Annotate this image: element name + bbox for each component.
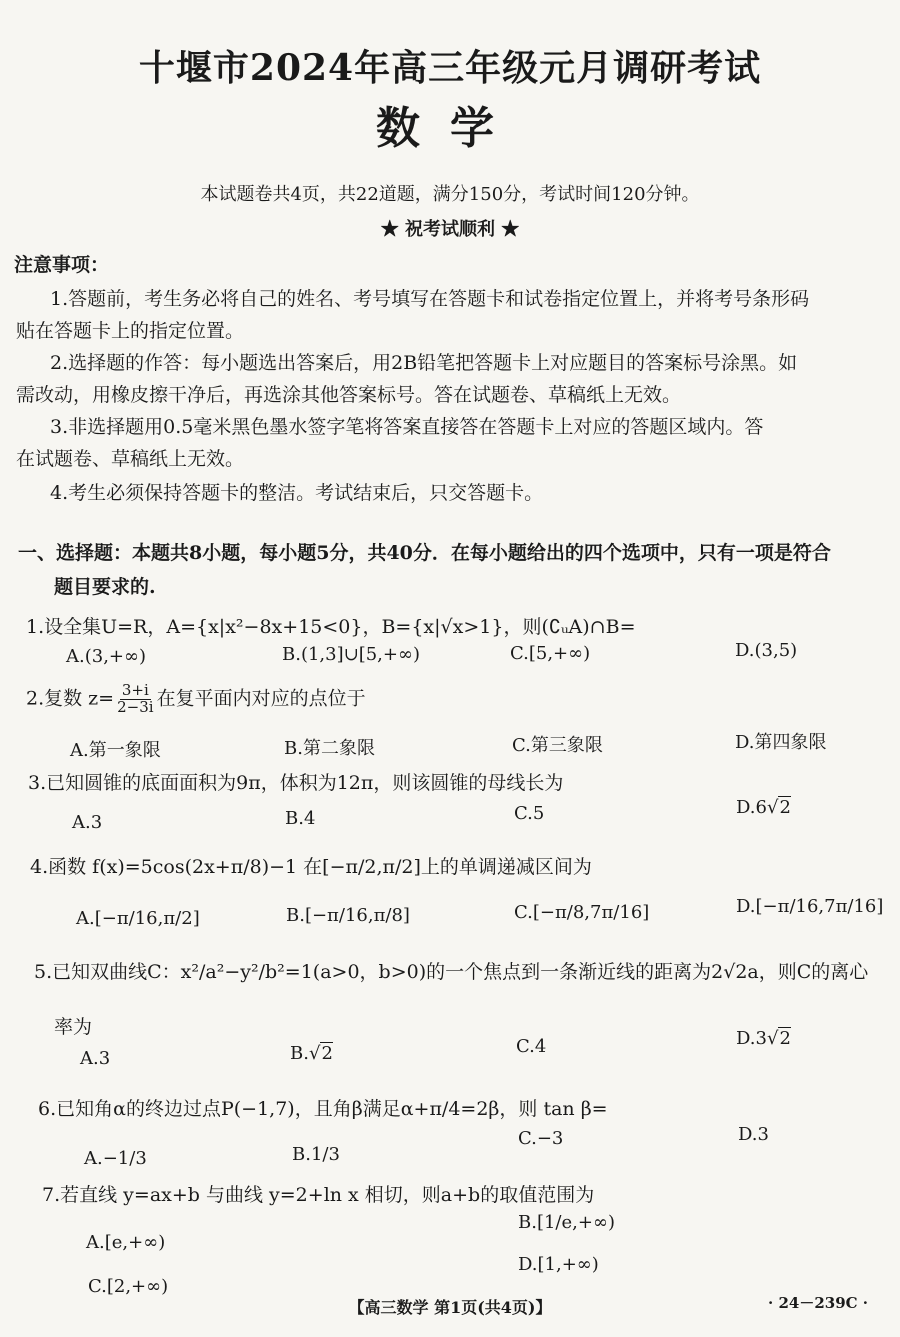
question-4-stem: 4.函数 f(x)=5cos(2x+π/8)−1 在[−π/2,π/2]上的单调递减区间为: [30, 856, 592, 878]
question-2-stem-post: 在复平面内对应的点位于: [156, 687, 366, 710]
question-1-option-c: C.[5,+∞): [510, 643, 591, 664]
question-1-option-a: A.(3,+∞): [66, 646, 147, 667]
question-6-option-a: A.−1/3: [84, 1148, 147, 1169]
radicand: 2: [321, 1043, 333, 1064]
option-b-prefix: B.: [290, 1043, 309, 1064]
question-7-option-d: D.[1,+∞): [518, 1254, 599, 1275]
question-2-option-c: C.第三象限: [512, 735, 603, 756]
question-5-option-a: A.3: [80, 1048, 111, 1069]
question-6-option-b: B.1/3: [292, 1144, 340, 1165]
paper-code: · 24－239C ·: [768, 1294, 869, 1312]
question-3-option-d: D.6√2: [736, 797, 791, 818]
page-footer: 【高三数学 第1页(共4页)】: [348, 1298, 552, 1317]
option-d-prefix: D.3: [736, 1028, 767, 1049]
fraction-numerator: 3+i: [121, 681, 149, 699]
question-4-option-d: D.[−π/16,7π/16]: [736, 896, 884, 917]
note-2-line-1: 2.选择题的作答：每小题选出答案后，用2B铅笔把答题卡上对应题目的答案标号涂黑。如: [50, 352, 798, 374]
question-3-option-b: B.4: [285, 808, 316, 829]
radicand: 2: [779, 797, 791, 818]
question-3-stem: 3.已知圆锥的底面面积为9π，体积为12π，则该圆锥的母线长为: [28, 772, 564, 794]
question-2-stem-pre: 2.复数 z=: [26, 687, 115, 710]
question-7-stem: 7.若直线 y=ax+b 与曲线 y=2+ln x 相切，则a+b的取值范围为: [42, 1184, 595, 1206]
option-d-prefix: D.6: [736, 797, 767, 818]
good-luck-banner: ★ 祝考试顺利 ★: [380, 219, 520, 240]
question-7-option-c: C.[2,+∞): [88, 1276, 169, 1297]
radicand: 2: [779, 1028, 791, 1049]
note-4-line-1: 4.考生必须保持答题卡的整洁。考试结束后，只交答题卡。: [50, 482, 544, 504]
note-3-line-1: 3.非选择题用0.5毫米黑色墨水签字笔将答案直接答在答题卡上对应的答题区域内。答: [50, 416, 764, 438]
exam-title: 十堰市2024年高三年级元月调研考试: [138, 47, 762, 89]
question-7-option-a: A.[e,+∞): [86, 1232, 166, 1253]
question-6-option-d: D.3: [738, 1124, 769, 1145]
section-1-heading-cont: 题目要求的.: [54, 576, 156, 598]
question-5-option-b: B.√2: [290, 1043, 333, 1064]
note-3-line-2: 在试题卷、草稿纸上无效。: [16, 448, 245, 470]
question-4-option-c: C.[−π/8,7π/16]: [514, 902, 650, 923]
question-2-option-b: B.第二象限: [284, 738, 375, 759]
question-2-option-a: A.第一象限: [70, 740, 161, 761]
note-2-line-2: 需改动，用橡皮擦干净后，再选涂其他答案标号。答在试题卷、草稿纸上无效。: [16, 384, 682, 406]
exam-info: 本试题卷共4页，共22道题，满分150分，考试时间120分钟。: [200, 184, 700, 205]
question-5-option-d: D.3√2: [736, 1028, 791, 1049]
question-6-option-c: C.−3: [518, 1128, 564, 1149]
notes-heading: 注意事项：: [14, 254, 110, 276]
note-1-line-1: 1.答题前，考生务必将自己的姓名、考号填写在答题卡和试卷指定位置上，并将考号条形码: [50, 288, 810, 310]
question-2-stem: [26, 683, 366, 716]
question-5-option-c: C.4: [516, 1036, 547, 1057]
question-1-option-b: B.(1,3]∪[5,+∞): [282, 644, 420, 665]
question-1-stem: 1.设全集U=R，A={x|x²−8x+15<0}，B={x|√x>1}，则(∁ᵤA)∩B=: [26, 616, 636, 638]
question-6-stem: 6.已知角α的终边过点P(−1,7)，且角β满足α+π/4=2β，则 tan β=: [38, 1098, 608, 1120]
fraction-denominator: 2−3i: [117, 697, 154, 716]
subject-title: 数学: [376, 103, 524, 154]
complex-fraction: [115, 683, 155, 716]
question-7-option-b: B.[1/e,+∞): [518, 1212, 615, 1233]
question-4-option-a: A.[−π/16,π/2]: [76, 908, 200, 929]
question-5-stem-cont: 率为: [54, 1016, 93, 1038]
section-1-heading: 一、选择题：本题共8小题，每小题5分，共40分．在每小题给出的四个选项中，只有一项是符合: [18, 542, 831, 564]
note-1-line-2: 贴在答题卡上的指定位置。: [16, 320, 245, 342]
question-3-option-a: A.3: [72, 812, 103, 833]
question-3-option-c: C.5: [514, 803, 545, 824]
question-1-option-d: D.(3,5): [735, 640, 798, 661]
question-5-stem: 5.已知双曲线C：x²/a²−y²/b²=1(a>0，b>0)的一个焦点到一条渐近线的距离为2√2a，则C的离心: [34, 961, 869, 983]
question-4-option-b: B.[−π/16,π/8]: [286, 905, 410, 926]
question-2-option-d: D.第四象限: [735, 732, 827, 753]
